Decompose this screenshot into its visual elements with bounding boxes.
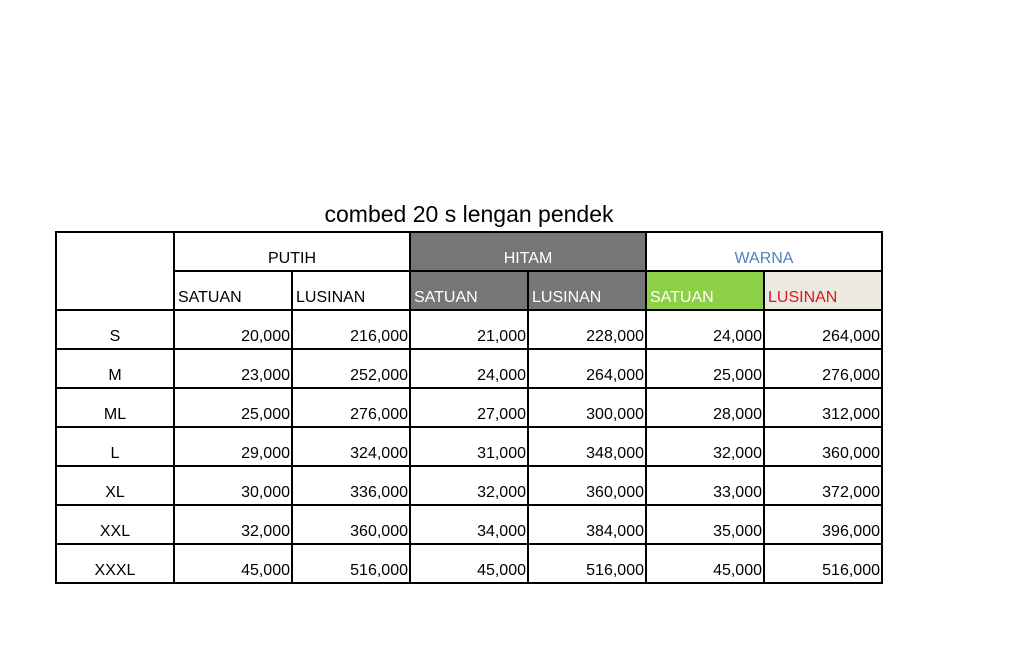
group-header-putih[interactable]: PUTIH xyxy=(174,232,410,271)
price-cell[interactable]: 264,000 xyxy=(764,310,882,349)
price-cell[interactable]: 25,000 xyxy=(174,388,292,427)
sub-header-putih-satuan[interactable]: SATUAN xyxy=(174,271,292,310)
price-cell[interactable]: 516,000 xyxy=(528,544,646,583)
price-cell[interactable]: 276,000 xyxy=(292,388,410,427)
price-cell[interactable]: 228,000 xyxy=(528,310,646,349)
price-cell[interactable]: 300,000 xyxy=(528,388,646,427)
price-cell[interactable]: 312,000 xyxy=(764,388,882,427)
size-cell[interactable]: L xyxy=(56,427,174,466)
table-row xyxy=(56,310,882,349)
sheet-title: combed 20 s lengan pendek xyxy=(324,201,614,227)
table-row xyxy=(56,349,882,388)
price-cell[interactable]: 33,000 xyxy=(646,466,764,505)
price-cell[interactable]: 360,000 xyxy=(764,427,882,466)
price-cell[interactable]: 32,000 xyxy=(646,427,764,466)
table-row xyxy=(56,544,882,583)
price-cell[interactable]: 45,000 xyxy=(646,544,764,583)
price-cell[interactable]: 324,000 xyxy=(292,427,410,466)
table-row xyxy=(56,466,882,505)
price-cell[interactable]: 252,000 xyxy=(292,349,410,388)
size-cell[interactable]: M xyxy=(56,349,174,388)
price-cell[interactable]: 21,000 xyxy=(410,310,528,349)
price-cell[interactable]: 32,000 xyxy=(410,466,528,505)
price-cell[interactable]: 24,000 xyxy=(410,349,528,388)
price-cell[interactable]: 45,000 xyxy=(410,544,528,583)
price-cell[interactable]: 264,000 xyxy=(528,349,646,388)
corner-cell[interactable] xyxy=(56,232,174,310)
price-cell[interactable]: 32,000 xyxy=(174,505,292,544)
price-cell[interactable]: 30,000 xyxy=(174,466,292,505)
size-cell[interactable]: ML xyxy=(56,388,174,427)
price-cell[interactable]: 360,000 xyxy=(528,466,646,505)
sub-header-row xyxy=(56,271,882,310)
sub-header-hitam-satuan[interactable]: SATUAN xyxy=(410,271,528,310)
group-header-row xyxy=(56,232,882,271)
price-cell[interactable]: 348,000 xyxy=(528,427,646,466)
price-cell[interactable]: 216,000 xyxy=(292,310,410,349)
price-cell[interactable]: 20,000 xyxy=(174,310,292,349)
sub-header-warna-lusinan[interactable]: LUSINAN xyxy=(764,271,882,310)
size-cell[interactable]: XXL xyxy=(56,505,174,544)
price-cell[interactable]: 23,000 xyxy=(174,349,292,388)
sub-header-hitam-lusinan[interactable]: LUSINAN xyxy=(528,271,646,310)
table-row xyxy=(56,388,882,427)
price-cell[interactable]: 372,000 xyxy=(764,466,882,505)
price-cell[interactable]: 516,000 xyxy=(764,544,882,583)
price-cell[interactable]: 45,000 xyxy=(174,544,292,583)
price-cell[interactable]: 29,000 xyxy=(174,427,292,466)
price-cell[interactable]: 27,000 xyxy=(410,388,528,427)
price-cell[interactable]: 34,000 xyxy=(410,505,528,544)
group-header-warna[interactable]: WARNA xyxy=(646,232,882,271)
price-cell[interactable]: 31,000 xyxy=(410,427,528,466)
price-cell[interactable]: 28,000 xyxy=(646,388,764,427)
sub-header-putih-lusinan[interactable]: LUSINAN xyxy=(292,271,410,310)
group-header-hitam[interactable]: HITAM xyxy=(410,232,646,271)
size-cell[interactable]: XXXL xyxy=(56,544,174,583)
price-cell[interactable]: 276,000 xyxy=(764,349,882,388)
price-cell[interactable]: 25,000 xyxy=(646,349,764,388)
price-cell[interactable]: 396,000 xyxy=(764,505,882,544)
price-table xyxy=(55,231,883,584)
sub-header-warna-satuan[interactable]: SATUAN xyxy=(646,271,764,310)
price-cell[interactable]: 35,000 xyxy=(646,505,764,544)
table-row xyxy=(56,505,882,544)
price-cell[interactable]: 24,000 xyxy=(646,310,764,349)
size-cell[interactable]: XL xyxy=(56,466,174,505)
table-row xyxy=(56,427,882,466)
price-cell[interactable]: 360,000 xyxy=(292,505,410,544)
price-cell[interactable]: 336,000 xyxy=(292,466,410,505)
size-cell[interactable]: S xyxy=(56,310,174,349)
price-cell[interactable]: 384,000 xyxy=(528,505,646,544)
price-cell[interactable]: 516,000 xyxy=(292,544,410,583)
